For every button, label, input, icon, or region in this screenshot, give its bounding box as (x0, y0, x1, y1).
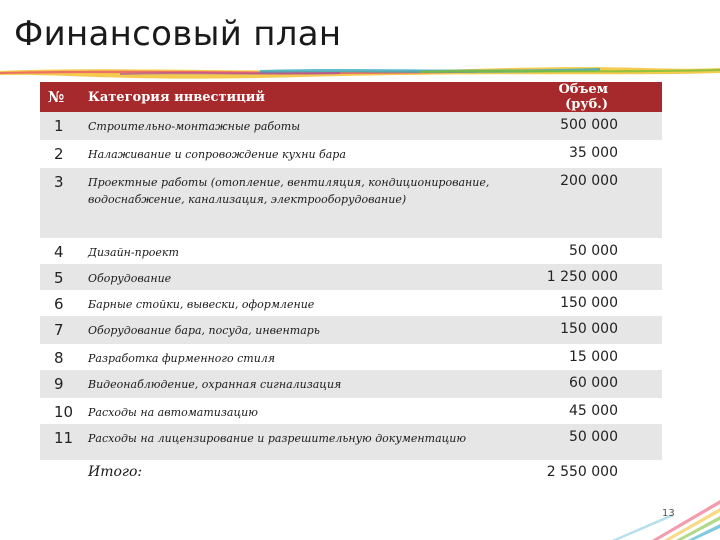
table-row (40, 424, 662, 460)
decorative-brush-stroke (0, 62, 720, 80)
row-category: Расходы на автоматизацию (88, 406, 258, 419)
table-row (40, 398, 662, 424)
table-row (40, 112, 662, 140)
row-number: 3 (54, 173, 64, 191)
row-number: 1 (54, 117, 64, 135)
table-header-row (40, 82, 662, 112)
row-volume: 45 000 (569, 403, 618, 419)
row-category: Расходы на лицензирование и разрешительную документацию (88, 432, 467, 445)
table-row (40, 140, 662, 168)
table-row (40, 290, 662, 316)
table-total-row (40, 460, 662, 488)
table-row (40, 344, 662, 370)
row-number: 9 (54, 375, 64, 393)
row-number: 5 (54, 269, 64, 287)
row-category: Строительно-монтажные работы (88, 120, 301, 133)
row-volume: 15 000 (569, 349, 618, 365)
row-number: 4 (54, 243, 64, 261)
header-number: № (48, 88, 65, 106)
row-category: Проектные работы (отопление, вентиляция, кондиционирование, водоснабжение, канализация, электрооборудование) (88, 176, 490, 206)
row-number: 7 (54, 321, 64, 339)
table-row (40, 168, 662, 238)
row-category: Налаживание и сопровождение кухни бара (88, 148, 346, 161)
row-volume: 50 000 (569, 243, 618, 259)
table-row (40, 264, 662, 290)
row-category: Барные стойки, вывески, оформление (88, 298, 315, 311)
slide-title: Финансовый план (14, 14, 342, 54)
financial-plan-table (40, 82, 662, 488)
row-number: 11 (54, 429, 74, 447)
total-volume: 2 550 000 (546, 464, 618, 480)
page-number: 13 (662, 508, 675, 519)
table-row (40, 238, 662, 264)
row-volume: 50 000 (569, 429, 618, 445)
row-category: Оборудование (88, 272, 172, 285)
total-label: Итого: (88, 464, 143, 480)
row-volume: 200 000 (560, 173, 618, 189)
row-number: 2 (54, 145, 64, 163)
header-volume: Объем (руб.) (558, 82, 608, 112)
row-category: Разработка фирменного стиля (88, 352, 276, 365)
row-category: Дизайн-проект (88, 246, 179, 259)
row-number: 6 (54, 295, 64, 313)
row-volume: 1 250 000 (546, 269, 618, 285)
table-row (40, 370, 662, 398)
row-volume: 150 000 (560, 321, 618, 337)
row-volume: 500 000 (560, 117, 618, 133)
row-volume: 150 000 (560, 295, 618, 311)
row-number: 8 (54, 349, 64, 367)
row-volume: 60 000 (569, 375, 618, 391)
row-number: 10 (54, 403, 74, 421)
table-row (40, 316, 662, 344)
row-category: Видеонаблюдение, охранная сигнализация (88, 378, 342, 391)
row-volume: 35 000 (569, 145, 618, 161)
total-number-cell (40, 460, 82, 488)
header-category: Категория инвестиций (88, 89, 266, 105)
row-category: Оборудование бара, посуда, инвентарь (88, 324, 320, 337)
